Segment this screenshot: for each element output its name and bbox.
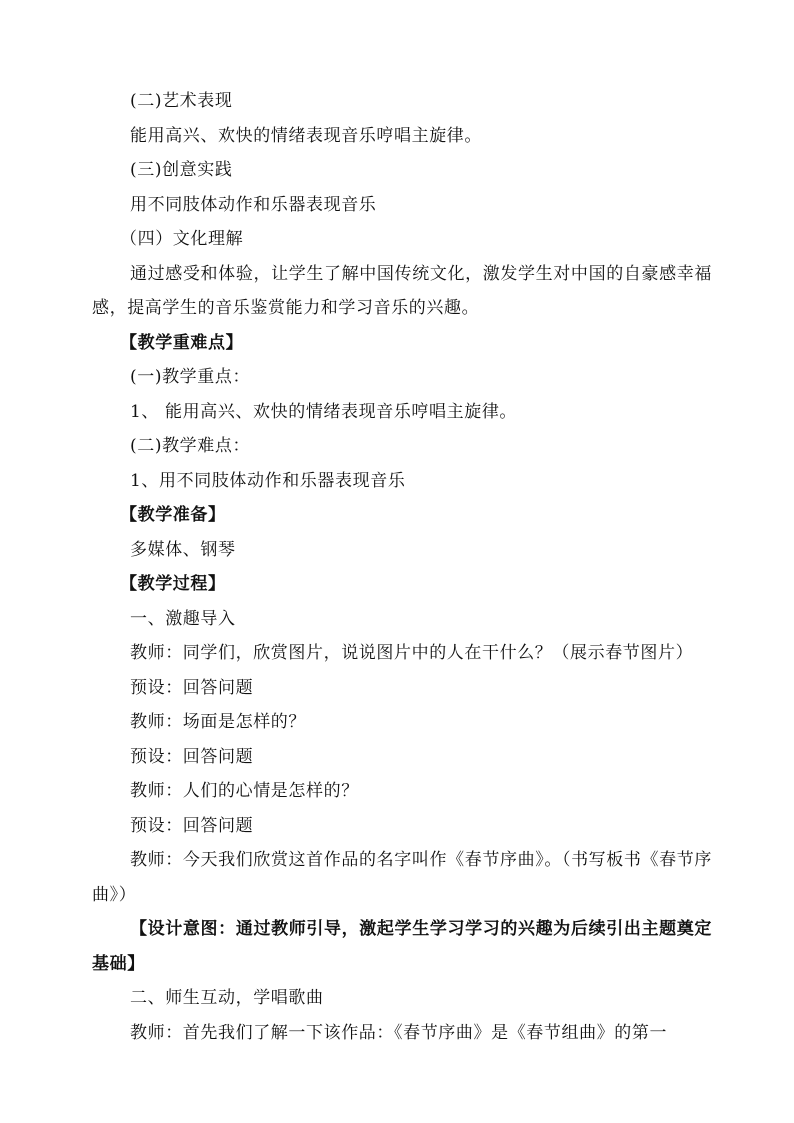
subheading-interaction: 二、师生互动，学唱歌曲 [130,988,324,1008]
section-heading-key-difficulties: 【教学重难点】 [120,332,244,353]
dialogue-line: 教师：首先我们了解一下该作品：《春节序曲》是《春节组曲》的第一 [130,1022,668,1043]
body-text-line: 能用高兴、欢快的情绪表现音乐哼唱主旋律。 [130,125,482,146]
body-paragraph: 通过感受和体验，让学生了解中国传统文化，激发学生对中国的自豪感幸福感，提高学生的音乐鉴赏能力和学习音乐的兴趣。 [92,263,712,318]
subheading-teaching-difficulty: (二)教学难点： [130,436,251,456]
dialogue-paragraph: 教师：今天我们欣赏这首作品的名字叫作《春节序曲》。（书写板书《春节序曲》） [92,850,712,905]
dialogue-line: 教师：同学们，欣赏图片，说说图片中的人在干什么？（展示春节图片） [130,643,694,663]
design-intent-note: 【设计意图：通过教师引导，激起学生学习学习的兴趣为后续引出主题奠定基础】 [92,919,712,974]
body-text-line: 多媒体、钢琴 [130,539,236,560]
subheading-introduction: 一、激趣导入 [130,608,236,629]
subheading-creative-practice: (三)创意实践 [130,160,233,180]
dialogue-line: 预设：回答问题 [130,815,254,836]
subheading-art-expression: (二)艺术表现 [130,91,233,111]
dialogue-line: 预设：回答问题 [130,746,254,767]
subheading-teaching-focus: (一)教学重点： [130,367,251,387]
dialogue-line: 教师：场面是怎样的？ [130,712,306,732]
subheading-cultural-understanding: （四）文化理解 [120,229,244,249]
list-item: 1、用不同肢体动作和乐器表现音乐 [130,470,406,491]
section-heading-process: 【教学过程】 [120,574,226,594]
body-text-line: 用不同肢体动作和乐器表现音乐 [130,194,377,215]
dialogue-line: 预设：回答问题 [130,677,254,698]
list-item: 1、 能用高兴、欢快的情绪表现音乐哼唱主旋律。 [130,401,518,422]
section-heading-preparation: 【教学准备】 [120,505,226,525]
dialogue-line: 教师：人们的心情是怎样的？ [130,781,359,801]
document-body [92,84,712,1050]
